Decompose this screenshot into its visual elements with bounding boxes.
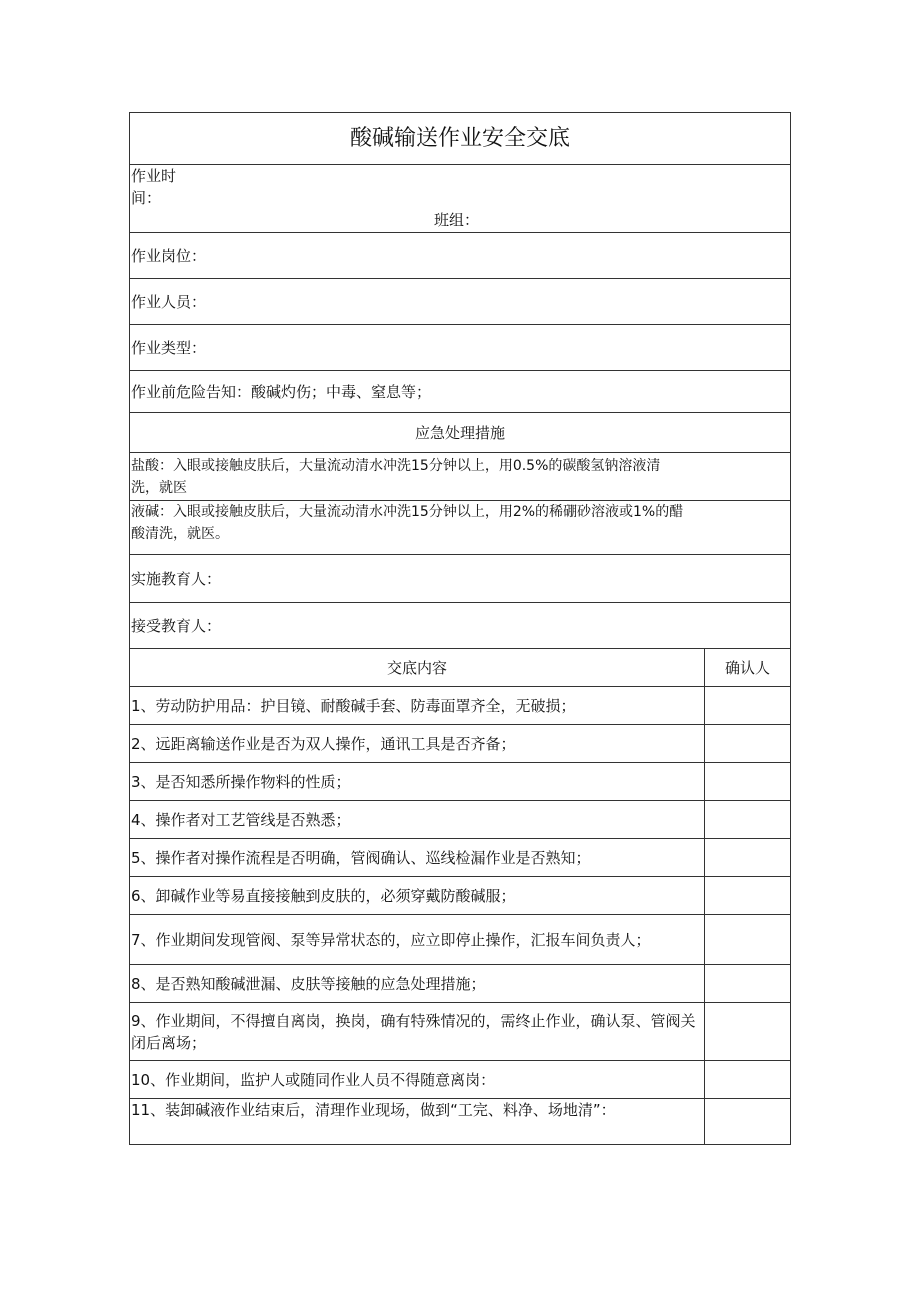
confirm-cell[interactable] <box>705 965 791 1003</box>
confirm-cell[interactable] <box>705 687 791 725</box>
briefing-item: 10、作业期间，监护人或随同作业人员不得随意离岗： <box>130 1061 705 1099</box>
briefing-item: 11、装卸碱液作业结束后，清理作业现场，做到“工完、料净、场地清”： <box>130 1099 705 1145</box>
content-header: 交底内容 <box>130 649 705 687</box>
hydrochloric-acid-measure: 盐酸：入眼或接触皮肤后，大量流动清水冲洗15分钟以上，用0.5%的碳酸氢钠溶液清 洗，就医 <box>130 453 791 501</box>
table-row <box>130 725 791 763</box>
educator-label: 实施教育人： <box>130 555 791 603</box>
work-time-label: 作业时 间： <box>131 167 177 207</box>
team-label: 班组： <box>434 211 480 229</box>
confirm-cell[interactable] <box>705 1003 791 1061</box>
table-row <box>130 839 791 877</box>
confirm-cell[interactable] <box>705 877 791 915</box>
table-row <box>130 1061 791 1099</box>
table-row <box>130 687 791 725</box>
briefing-item: 4、操作者对工艺管线是否熟悉； <box>130 801 705 839</box>
work-type-label: 作业类型： <box>130 325 791 371</box>
work-time-team-cell <box>130 165 791 233</box>
confirm-cell[interactable] <box>705 763 791 801</box>
caustic-soda-measure: 液碱：入眼或接触皮肤后，大量流动清水冲洗15分钟以上，用2%的稀硼砂溶液或1%的醋 酸清洗，就医。 <box>130 501 791 555</box>
confirm-header: 确认人 <box>705 649 791 687</box>
confirm-cell[interactable] <box>705 725 791 763</box>
receiver-label: 接受教育人： <box>130 603 791 649</box>
briefing-item: 5、操作者对操作流程是否明确，管阀确认、巡线检漏作业是否熟知； <box>130 839 705 877</box>
confirm-cell[interactable] <box>705 1061 791 1099</box>
table-row <box>130 1099 791 1145</box>
briefing-item: 9、作业期间，不得擅自离岗，换岗，确有特殊情况的，需终止作业，确认泵、管阀关闭后离场； <box>130 1003 705 1061</box>
briefing-item: 6、卸碱作业等易直接接触到皮肤的，必须穿戴防酸碱服； <box>130 877 705 915</box>
work-post-label: 作业岗位： <box>130 233 791 279</box>
briefing-item: 8、是否熟知酸碱泄漏、皮肤等接触的应急处理措施； <box>130 965 705 1003</box>
table-row <box>130 763 791 801</box>
confirm-cell[interactable] <box>705 915 791 965</box>
confirm-cell[interactable] <box>705 801 791 839</box>
table-row <box>130 1003 791 1061</box>
table-row <box>130 801 791 839</box>
confirm-cell[interactable] <box>705 1099 791 1145</box>
table-row <box>130 965 791 1003</box>
emergency-header: 应急处理措施 <box>130 413 791 453</box>
table-row <box>130 915 791 965</box>
safety-briefing-form <box>129 112 790 1145</box>
briefing-item: 7、作业期间发现管阀、泵等异常状态的，应立即停止操作，汇报车间负责人； <box>130 915 705 965</box>
briefing-item: 3、是否知悉所操作物料的性质； <box>130 763 705 801</box>
table-row <box>130 877 791 915</box>
confirm-cell[interactable] <box>705 839 791 877</box>
briefing-item: 1、劳动防护用品：护目镜、耐酸碱手套、防毒面罩齐全，无破损； <box>130 687 705 725</box>
page-title: 酸碱输送作业安全交底 <box>130 113 791 165</box>
work-personnel-label: 作业人员： <box>130 279 791 325</box>
briefing-item: 2、远距离输送作业是否为双人操作，通讯工具是否齐备； <box>130 725 705 763</box>
briefing-table <box>129 112 791 1145</box>
hazard-notice: 作业前危险告知：酸碱灼伤；中毒、窒息等； <box>130 371 791 413</box>
